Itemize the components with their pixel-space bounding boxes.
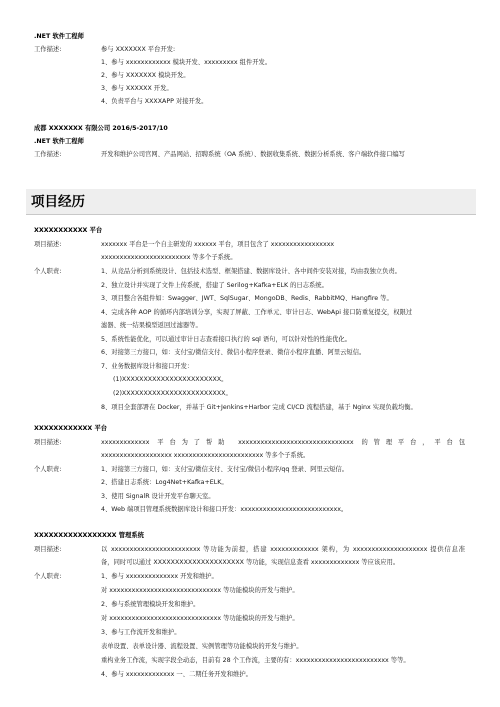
job1-role: .NET 软件工程师 [34,33,84,40]
section-header-bar [26,189,476,215]
project2-desc-line: xxxxxxxxxxxxx 平台为了帮助 xxxxxxxxxxxxxxxxxxxxxxxxxxxxxxx 的管理平台，平台包 [101,439,465,446]
job1-item: 4、负责平台与 XXXXAPP 对接开发。 [101,98,208,105]
project3-duty: 2、参与系统管理模块开发和维护。 [101,601,200,608]
project3-desc-line: 备，同时可以通过 XXXXXXXXXXXXXXXXXXXXX 等功能，实现信息查看 xxxxxxxxxxxxx 等应该应用。 [101,559,400,566]
job1-intro: 参与 XXXXXXX 平台开发: [101,46,176,53]
project1-duty: 2、独立设计并实现了文件上传系统，搭建了 Serilog+Kafka+ELK 的日志系统。 [101,282,328,289]
project2-desc-label: 项目描述: [34,439,62,446]
job2-role: .NET 软件工程师 [34,138,84,145]
project3-desc-label: 项目描述: [34,546,62,553]
project1-desc-line: xxxxxxx 平台是一个自主研发的 xxxxxx 平台，项目包含了 xxxxxxxxxxxxxxxxx [101,241,335,248]
project3-duty: 对 xxxxxxxxxxxxxxxxxxxxxxxxxxxxxx 等功能模块的开发与维护。 [101,587,299,594]
project1-duty: 5、系统性能优化，可以通过审计日志查看接口执行的 sql 语句，可以针对性的性能优化。 [101,336,352,343]
job2-company-period: 成都 XXXXXXX 有限公司 2016/5-2017/10 [34,125,168,132]
project1-desc-line: xxxxxxxxxxxxxxxxxxxxxxxx 等多个子系统。 [101,254,237,261]
project1-duty: 3、项目整合各组件如：Swagger、JWT、SqlSugar、MongoDB、Redis、RabbitMQ、Hangfire 等。 [101,295,393,302]
project1-duty: 8、项目全套部署在 Docker，并基于 Git+Jenkins+Harbor 完成 CI/CD 流程搭建，基于 Nginx 实现负载均衡。 [101,404,417,411]
project1-duty: 4、完成各种 AOP 的循环内部培训分享，实现了屏蔽、工作单元、审计日志、WebApi 接口防重复提交，权限过 [101,309,413,316]
project1-duty: 1、从竞品分析到系统设计、包括技术选型、框架搭建、数据库设计、各中间件安装对接，均由我独立负责。 [101,268,401,275]
project1-desc-label: 项目描述: [34,241,62,248]
project2-duty-label: 个人职责: [34,466,62,473]
project2-desc-line: xxxxxxxxxxxxxxxxxxx xxxxxxxxxxxxxxxxxxxxxxxx 等多个子系统。 [101,452,310,459]
project2-duty: 3、使用 SignalR 设计开发平台聊天室。 [101,493,215,500]
job1-item: 2、参与 XXXXXXX 模块开发。 [101,72,190,79]
project1-duty: 滤器、统一结果模型返回过滤器等。 [101,322,202,329]
job1-item: 1、参与 xxxxxxxxxxxx 模块开发、xxxxxxxxx 组件开发。 [101,59,272,66]
section-title: 项目经历 [31,194,85,210]
project1-duty-label: 个人职责: [34,268,62,275]
project3-duty: 4、参与 xxxxxxxxxxxxx 一、二期任务开发和维护。 [101,671,252,678]
project2-duty: 1、对接第三方接口，如：支付宝/微信支付、支付宝/微信小程序/qq 登录、阿里云短信。 [101,466,349,473]
project2-duty: 4、Web 端项目管理系统数据库设计和接口开发：xxxxxxxxxxxxxxxxxxxxxxxxxxx。 [101,506,348,513]
project3-duty-label: 个人职责: [34,573,62,580]
project1-duty: (2)XXXXXXXXXXXXXXXXXXXXXXXX。 [113,390,232,397]
project2-duty: 2、搭建日志系统：Log4Net+Kafka+ELK。 [101,479,228,486]
job1-desc-label: 工作描述: [34,46,62,53]
project3-duty: 表单设置、表单设计器、流程设置、实例管理等功能模块的开发与维护。 [101,643,303,650]
project1-duty: 6、对接第三方接口，如：支付宝/微信支付、微信小程序登录、微信小程序直播、阿里云短信。 [101,349,366,356]
job2-desc-label: 工作描述: [34,151,62,158]
project3-duty: 3、参与工作流开发和维护。 [101,629,181,636]
job2-desc: 开发和维护公司官网、产品网站、招聘系统（OA 系统）、数据收集系统、数据分析系统、客户端软件接口编写 [101,151,405,158]
project3-duty: 1、参与 xxxxxxxxxxxxxx 开发和维护。 [101,573,218,580]
project3-title: XXXXXXXXXXXXXXXXX 管理系统 [34,532,144,539]
project1-title: XXXXXXXXXXX 平台 [34,227,103,234]
project1-duty: 7、业务数据库设计和接口开发： [101,363,194,370]
project3-duty: 重构业务工作流，实现字段全动态，目前有 28 个工作流，主要的有：xxxxxxxxxxxxxxxxxxxxxxxxx 等等。 [101,657,410,664]
project1-duty: (1)XXXXXXXXXXXXXXXXXXXXXXX。 [113,376,228,383]
project2-title: XXXXXXXXXXXX 平台 [34,425,108,432]
project3-duty: 对 xxxxxxxxxxxxxxxxxxxxxxxxxxxxxx 等功能模块的开发与维护。 [101,615,299,622]
job1-item: 3、参与 XXXXXX 开发。 [101,85,173,92]
project3-desc-line: 以 xxxxxxxxxxxxxxxxxxxxxxxx 等功能为前提，搭建 xxxxxxxxxxxxx 架构，为 xxxxxxxxxxxxxxxxxxxx 提供信息准 [101,546,465,553]
